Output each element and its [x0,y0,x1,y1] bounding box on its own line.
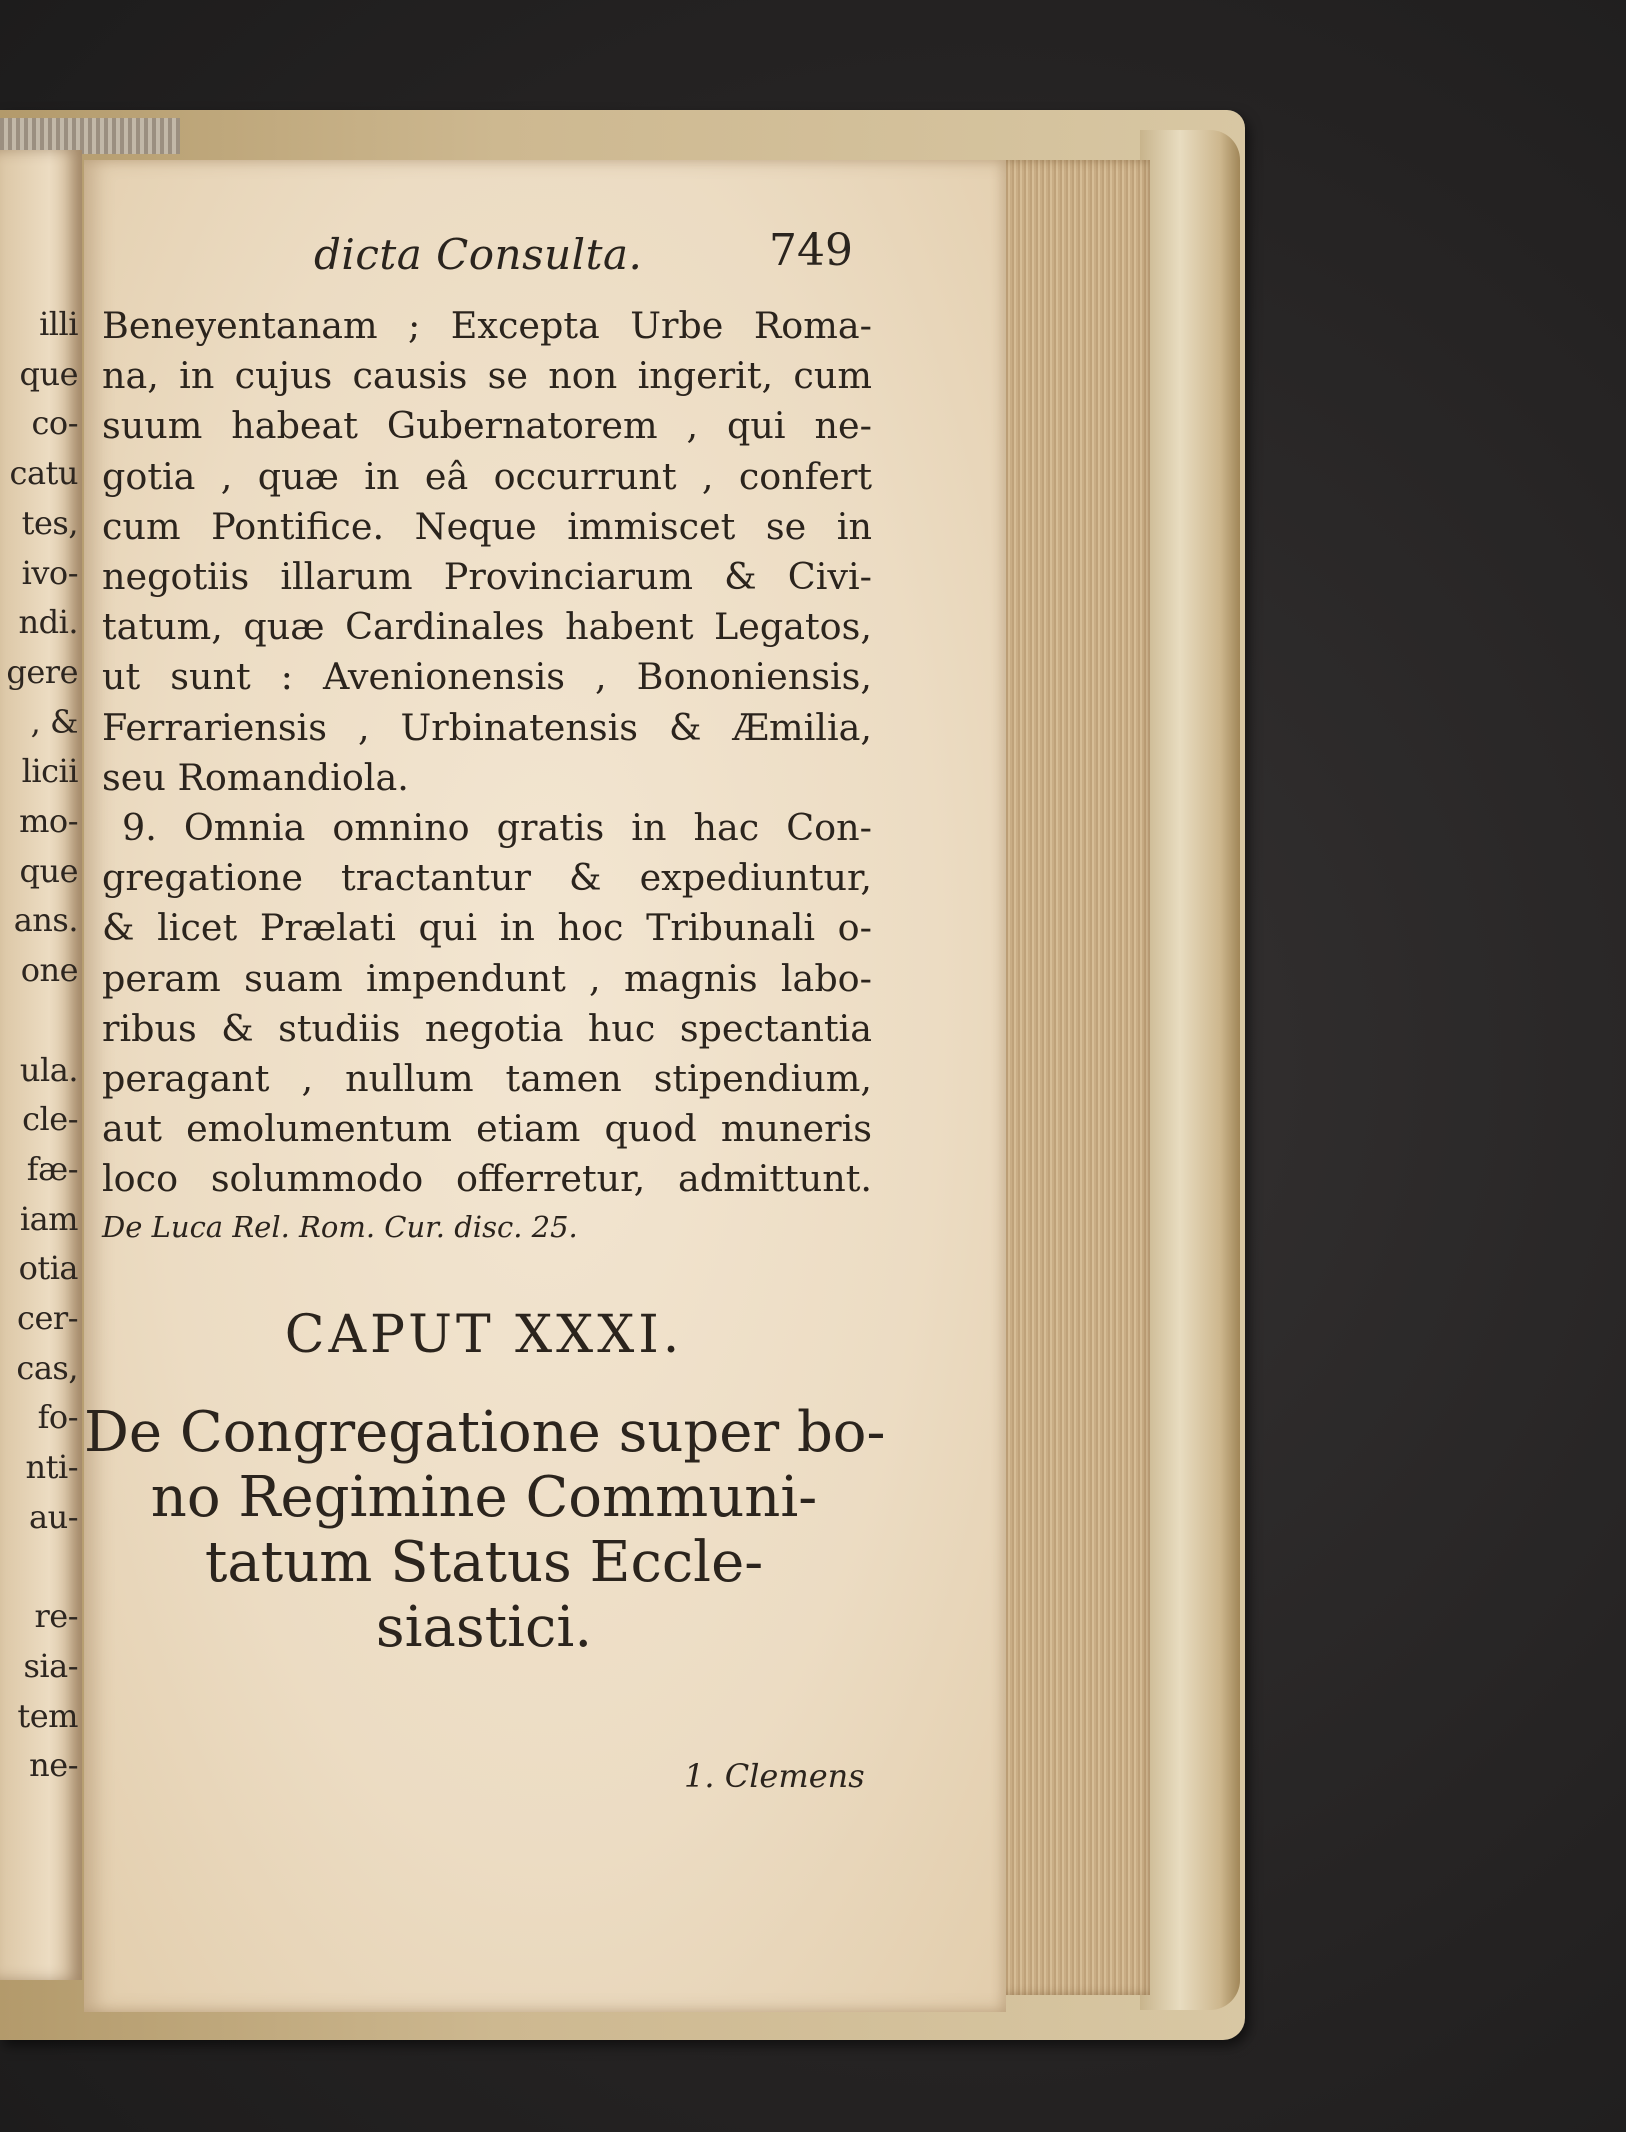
left-page-line: tes, [21,503,78,542]
body-line: suum habeat Gubernatorem , qui ne- [102,404,872,448]
left-page-line: catu [9,454,78,493]
spine-headband [0,118,180,154]
body-line: loco solummodo offerretur, admittunt. [102,1157,872,1201]
cover-fore-edge [1140,130,1240,2010]
left-page-line: ne- [29,1746,78,1785]
left-page-line: cas, [16,1348,78,1387]
catchword: 1. Clemens [684,1757,865,1795]
page-number: 749 [769,225,853,276]
body-line: gotia , quæ in eâ occurrunt , confert [102,454,872,498]
left-page-line: cer- [17,1299,78,1337]
body-line: 9. Omnia omnino gratis in hac Con- [122,806,872,849]
chapter-heading-line: De Congregatione super bo- [84,1400,886,1465]
left-page-line: cle- [22,1100,78,1139]
body-line: seu Romandiola. [102,755,409,799]
left-page-line: licii [21,752,78,791]
chapter-heading-line: tatum Status Eccle- [204,1530,764,1595]
left-page-line: que [19,851,78,890]
left-page-line: illi [39,305,78,343]
body-line: gregatione tractantur & expediuntur, [102,856,872,900]
left-page-fragment [0,150,82,1980]
body-line: peragant , nullum tamen stipendium, [102,1057,872,1100]
left-page-line: mo- [19,802,78,840]
left-page-line: , & [30,702,78,741]
chapter-heading-line: no Regimine Communi- [150,1465,818,1530]
left-page-line: otia [18,1249,78,1288]
body-line: ut sunt : Avenionensis , Bononiensis, [102,655,872,699]
body-line: tatum, quæ Cardinales habent Legatos, [102,605,872,649]
body-line: Ferrariensis , Urbinatensis & Æmilia, [102,705,872,749]
body-line: aut emolumentum etiam quod muneris [102,1107,872,1151]
left-page-line: sia- [23,1646,78,1685]
left-page-line: one [20,951,78,990]
left-page-line: nti- [25,1448,78,1487]
body-line: ribus & studiis negotia huc spectantia [102,1006,872,1050]
running-head: dicta Consulta. [314,230,643,279]
body-line: cum Pontifice. Neque immiscet se in [102,504,872,548]
body-line: Beneyentanam ; Excepta Urbe Roma- [102,304,872,347]
left-page-line: iam [19,1199,78,1238]
body-line: negotiis illarum Provinciarum & Civi- [102,555,872,598]
left-page-line: tem [17,1696,78,1735]
left-page-line: ula. [19,1050,78,1089]
left-page-line: ans. [13,901,78,940]
left-page-line: gere [6,652,78,691]
left-page-line: co- [31,404,78,443]
left-page-line: que [19,354,78,393]
left-page-line: ndi. [18,603,78,642]
page-edges [1000,160,1150,1995]
body-line: na, in cujus causis se non ingerit, cum [102,354,872,398]
left-page-line: au- [29,1497,78,1536]
left-page-line: fæ- [26,1149,78,1188]
chapter-heading-line: siastici. [375,1595,593,1660]
citation: De Luca Rel. Rom. Cur. disc. 25. [102,1210,578,1244]
left-page-line: re- [34,1597,78,1636]
left-page-line: ivo- [21,553,78,592]
body-line: & licet Prælati qui in hoc Tribunali o- [102,906,872,950]
left-page-line: fo- [37,1398,78,1437]
chapter-title: CAPUT XXXI. [284,1305,684,1365]
body-line: peram suam impendunt , magnis labo- [102,956,872,1000]
book-page [84,160,1006,2012]
